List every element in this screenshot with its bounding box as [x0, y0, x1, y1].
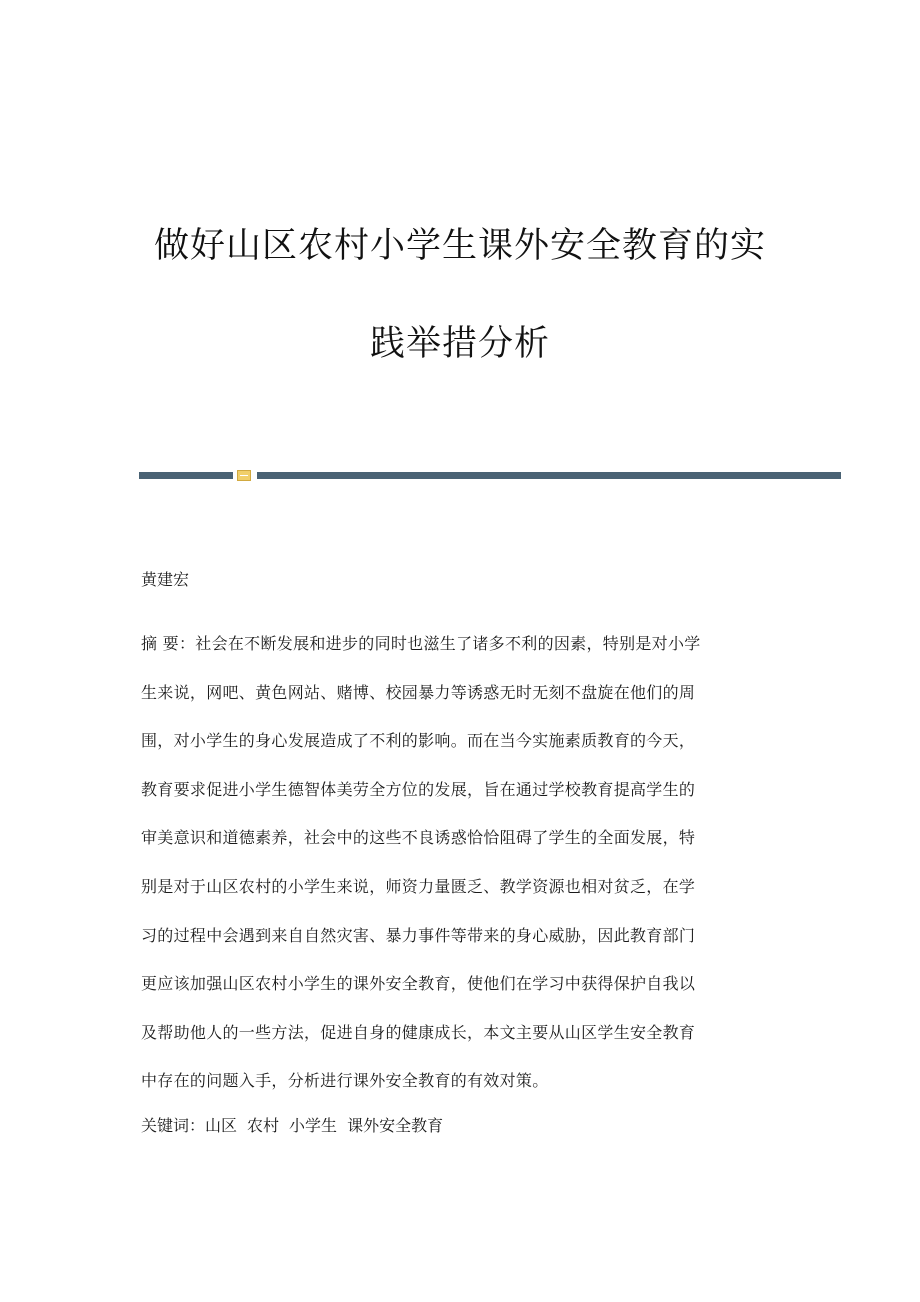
page-title-line-1: 做好山区农村小学生课外安全教育的实	[153, 226, 766, 266]
keyword-item: 农村	[247, 1116, 280, 1135]
abstract-line: 别是对于山区农村的小学生来说，师资力量匮乏、教学资源也相对贫乏，在学	[141, 876, 696, 896]
abstract-line: 习的过程中会遇到来自自然灾害、暴力事件等带来的身心威胁，因此教育部门	[141, 925, 696, 945]
abstract-line: 教育要求促进小学生德智体美劳全方位的发展，旨在通过学校教育提高学生的	[141, 779, 696, 799]
author-name: 黄建宏	[141, 570, 190, 589]
title-divider	[139, 470, 841, 482]
abstract-line: 生来说，网吧、黄色网站、赌博、校园暴力等诱惑无时无刻不盘旋在他们的周	[141, 682, 696, 702]
divider-ornament-icon	[237, 470, 251, 481]
divider-bar-left	[139, 472, 233, 479]
keywords-line	[141, 1113, 453, 1136]
keywords-label: 关键词：	[141, 1116, 206, 1135]
page-title-line-2: 践举措分析	[369, 324, 550, 364]
abstract-paragraph	[141, 620, 781, 1106]
abstract-line: 及帮助他人的一些方法，促进自身的健康成长，本文主要从山区学生安全教育	[141, 1022, 696, 1042]
abstract-line: 围，对小学生的身心发展造成了不利的影响。而在当今实施素质教育的今天，	[141, 731, 696, 751]
keyword-item: 小学生	[289, 1116, 338, 1135]
keyword-item: 课外安全教育	[347, 1116, 444, 1135]
abstract-line: 中存在的问题入手，分析进行课外安全教育的有效对策。	[141, 1071, 549, 1091]
abstract-line: 更应该加强山区农村小学生的课外安全教育，使他们在学习中获得保护自我以	[141, 974, 696, 994]
divider-bar-right	[257, 472, 841, 479]
keyword-item: 山区	[205, 1116, 238, 1135]
abstract-line: 审美意识和道德素养，社会中的这些不良诱惑恰恰阻碍了学生的全面发展，特	[141, 828, 696, 848]
abstract-line: 摘 要：社会在不断发展和进步的同时也滋生了诸多不利的因素，特别是对小学	[141, 634, 701, 653]
